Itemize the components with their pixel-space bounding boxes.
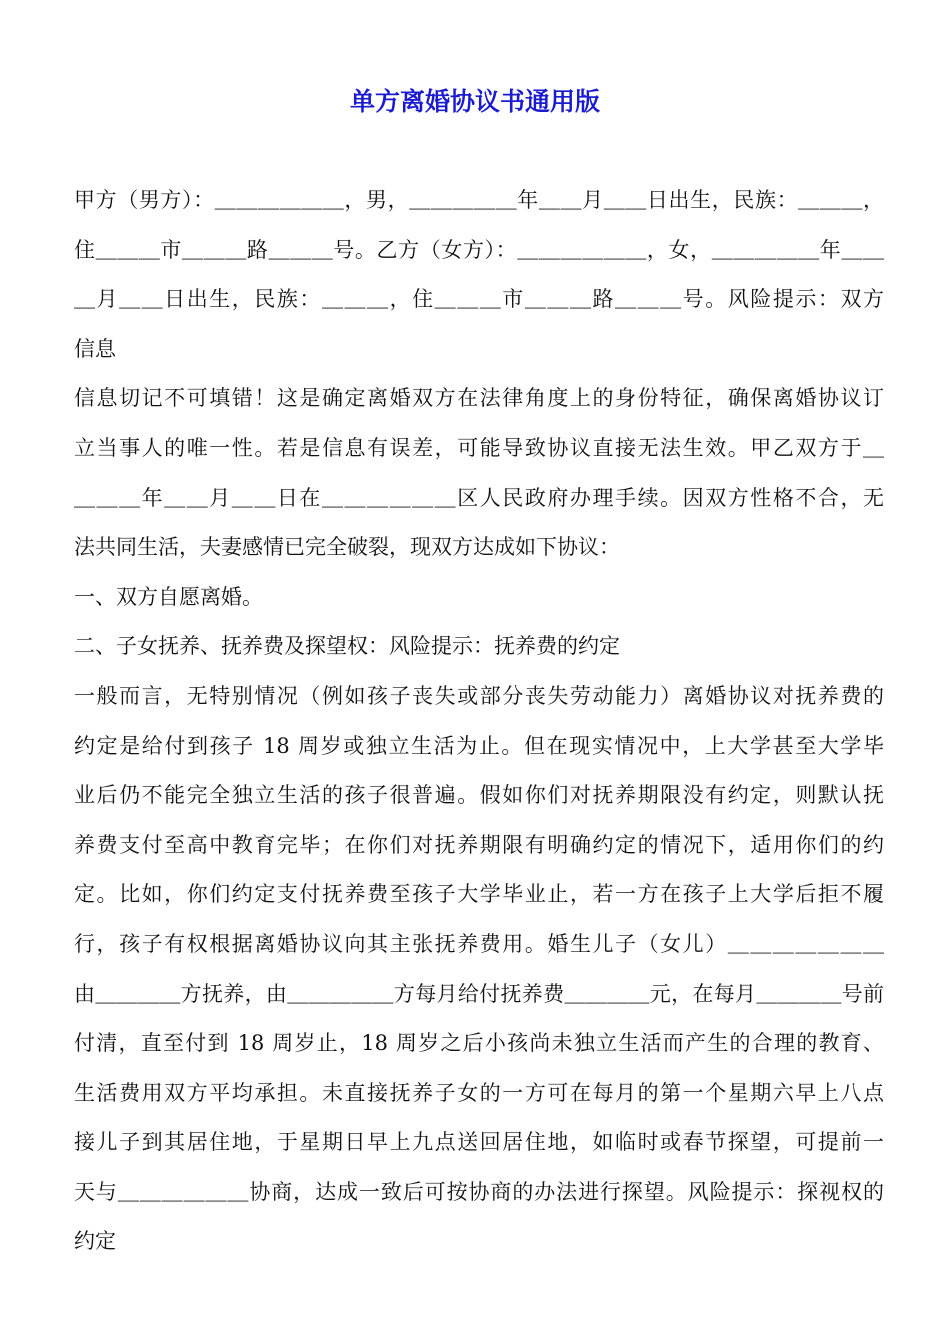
document-body <box>74 176 884 1267</box>
body-line: 养费支付至高中教育完毕；在你们对抚养期限有明确约定的情况下，适用你们的约 <box>74 832 884 857</box>
body-line: 住＿＿＿市＿＿＿路＿＿＿号。乙方（女方）：＿＿＿＿＿＿，女，＿＿＿＿＿年＿＿ <box>74 237 884 262</box>
body-line: ＿＿＿年＿＿月＿＿日在＿＿＿＿＿＿区人民政府办理手续。因双方性格不合，无 <box>74 485 884 510</box>
body-line: 信息切记不可填错！这是确定离婚双方在法律角度上的身份特征，确保离婚协议订 <box>74 386 884 411</box>
body-line: 天与＿＿＿＿＿＿协商，达成一致后可按协商的办法进行探望。风险提示：探视权的 <box>74 1179 884 1204</box>
body-line: 法共同生活，夫妻感情已完全破裂，现双方达成如下协议： <box>74 535 620 560</box>
body-line: 业后仍不能完全独立生活的孩子很普遍。假如你们对抚养期限没有约定，则默认抚 <box>74 783 884 808</box>
body-line: 一、双方自愿离婚。 <box>74 584 263 609</box>
body-line: 约定是给付到孩子 18 周岁或独立生活为止。但在现实情况中，上大学甚至大学毕 <box>74 733 884 758</box>
body-line: 甲方（男方）：＿＿＿＿＿＿，男，＿＿＿＿＿年＿＿月＿＿日出生，民族：＿＿＿， <box>74 188 884 212</box>
body-line: 定。比如，你们约定支付抚养费至孩子大学毕业止，若一方在孩子上大学后拒不履 <box>74 882 884 907</box>
body-line: 约定 <box>74 1229 116 1254</box>
body-line: 一般而言，无特别情况（例如孩子丧失或部分丧失劳动能力）离婚协议对抚养费的 <box>74 683 884 708</box>
body-line: 付清，直至付到 18 周岁止，18 周岁之后小孩尚未独立生活而产生的合理的教育、 <box>74 1031 884 1056</box>
body-line: ＿月＿＿日出生，民族：＿＿＿，住＿＿＿市＿＿＿路＿＿＿号。风险提示：双方 <box>74 287 884 312</box>
body-line: 行，孩子有权根据离婚协议向其主张抚养费用。婚生儿子（女儿）＿＿＿＿＿＿＿ <box>74 931 884 956</box>
body-line: 二、子女抚养、抚养费及探望权：风险提示：抚养费的约定 <box>74 634 620 659</box>
body-line: 接儿子到其居住地，于星期日早上九点送回居住地，如临时或春节探望，可提前一 <box>74 1130 884 1155</box>
body-line: 立当事人的唯一性。若是信息有误差，可能导致协议直接无法生效。甲乙双方于＿ <box>74 435 884 460</box>
document-title: 单方离婚协议书通用版 <box>349 87 600 116</box>
body-line: 生活费用双方平均承担。未直接抚养子女的一方可在每月的第一个星期六早上八点 <box>74 1080 884 1105</box>
body-line: 由＿＿＿＿方抚养，由＿＿＿＿＿方每月给付抚养费＿＿＿＿元，在每月＿＿＿＿号前 <box>74 981 884 1006</box>
body-line: 信息 <box>74 336 116 361</box>
